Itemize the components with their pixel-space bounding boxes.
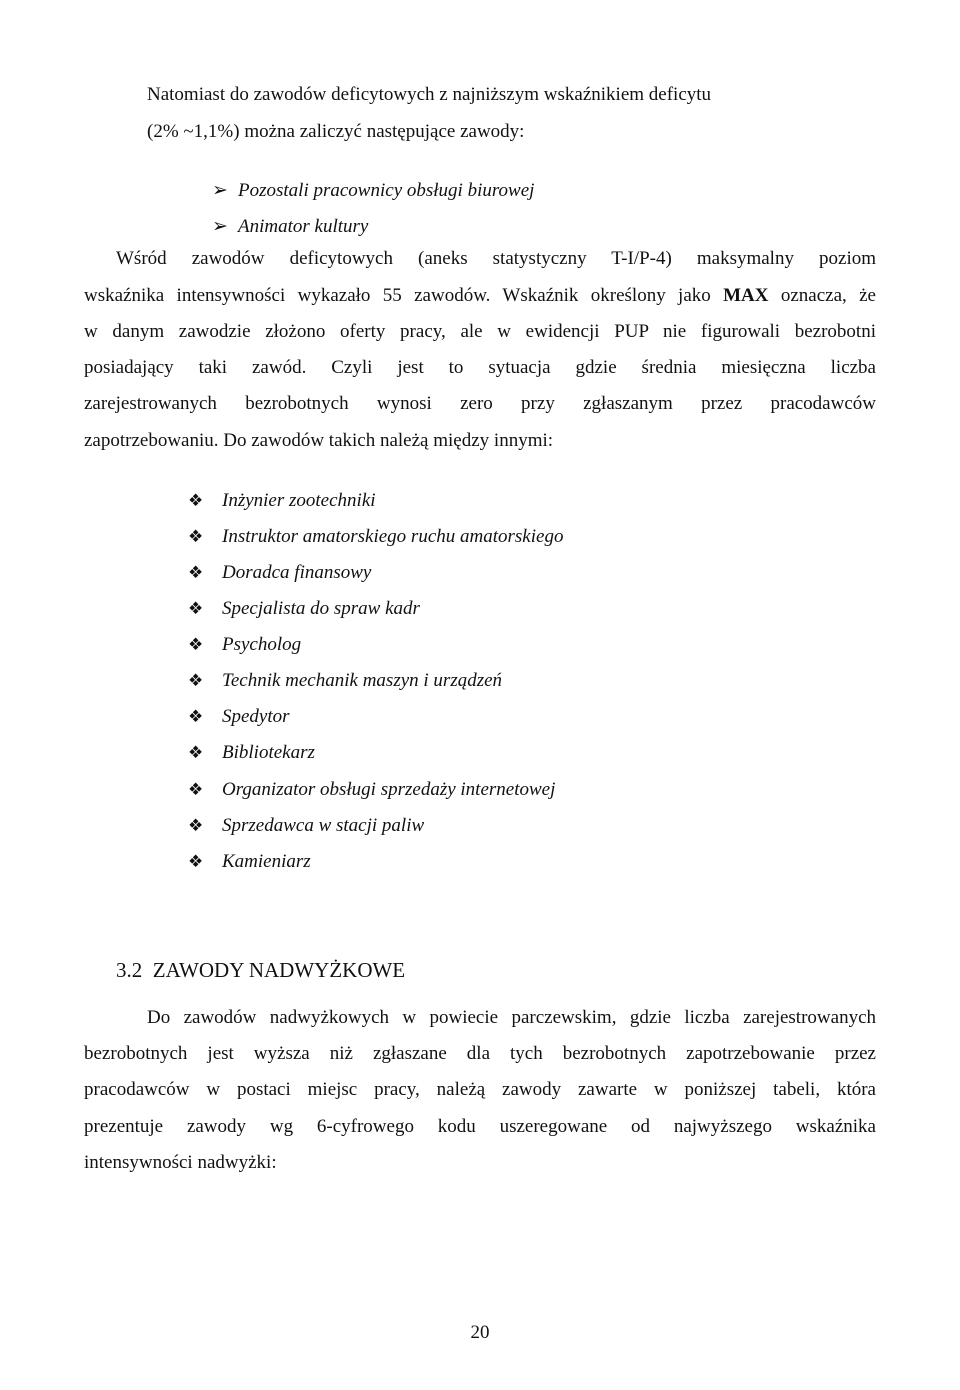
diamond-bullet-icon: ❖ — [188, 671, 204, 690]
diamond-bullet-icon: ❖ — [188, 852, 204, 871]
diamond-bullet-icon: ❖ — [188, 599, 204, 618]
arrow-list-item: ➢ Animator kultury — [212, 216, 369, 237]
paragraph1-line-2: wskaźnika intensywności wykazało 55 zawodów. Wskaźnik określony jako MAX oznacza, że — [84, 285, 876, 306]
diamond-list-item: ❖ Spedytor — [188, 706, 290, 727]
paragraph2-line-2: bezrobotnych jest wyższa niż zgłaszane dla tych bezrobotnych zapotrzebowanie przez — [84, 1043, 876, 1064]
arrow-bullet-icon: ➢ — [212, 216, 228, 237]
paragraph1-line-6: zapotrzebowaniu. Do zawodów takich należą między innymi: — [84, 430, 554, 451]
paragraph1-line-3: w danym zawodzie złożono oferty pracy, ale w ewidencji PUP nie figurowali bezrobotni — [84, 321, 876, 342]
diamond-list-item: ❖ Psycholog — [188, 634, 302, 655]
diamond-bullet-icon: ❖ — [188, 780, 204, 799]
arrow-bullet-icon: ➢ — [212, 180, 228, 201]
diamond-bullet-icon: ❖ — [188, 707, 204, 726]
paragraph2-line-4: prezentuje zawody wg 6-cyfrowego kodu uszeregowane od najwyższego wskaźnika — [84, 1116, 876, 1137]
diamond-bullet-icon: ❖ — [188, 527, 204, 546]
diamond-list-item: ❖ Kamieniarz — [188, 851, 311, 872]
diamond-bullet-icon: ❖ — [188, 635, 204, 654]
diamond-list-item: ❖ Sprzedawca w stacji paliw — [188, 815, 425, 836]
paragraph1-line-4: posiadający taki zawód. Czyli jest to sytuacja gdzie średnia miesięczna liczba — [84, 357, 876, 378]
diamond-list-item: ❖ Organizator obsługi sprzedaży internetowej — [188, 779, 556, 800]
intro-line-1: Natomiast do zawodów deficytowych z najniższym wskaźnikiem deficytu — [147, 84, 712, 105]
diamond-bullet-icon: ❖ — [188, 491, 204, 510]
diamond-list-item: ❖ Specjalista do spraw kadr — [188, 598, 420, 619]
page-number: 20 — [470, 1322, 490, 1343]
paragraph2-line-5: intensywności nadwyżki: — [84, 1152, 277, 1173]
intro-line-2: (2% ~1,1%) można zaliczyć następujące zawody: — [147, 121, 525, 142]
arrow-list-item: ➢ Pozostali pracownicy obsługi biurowej — [212, 180, 535, 201]
diamond-list-item: ❖ Inżynier zootechniki — [188, 490, 376, 511]
diamond-list-item: ❖ Technik mechanik maszyn i urządzeń — [188, 670, 503, 691]
section-title: ZAWODY NADWYŻKOWE — [152, 958, 406, 982]
diamond-bullet-icon: ❖ — [188, 563, 204, 582]
paragraph1-line-5: zarejestrowanych bezrobotnych wynosi zero przy zgłaszanym przez pracodawców — [84, 393, 876, 414]
paragraph2-line-1: Do zawodów nadwyżkowych w powiecie parczewskim, gdzie liczba zarejestrowanych — [147, 1007, 876, 1028]
paragraph1-line-1: Wśród zawodów deficytowych (aneks statystyczny T-I/P-4) maksymalny poziom — [116, 248, 876, 269]
diamond-bullet-icon: ❖ — [188, 816, 204, 835]
diamond-list-item: ❖ Bibliotekarz — [188, 742, 315, 763]
diamond-bullet-icon: ❖ — [188, 743, 204, 762]
diamond-list-item: ❖ Doradca finansowy — [188, 562, 372, 583]
section-heading — [116, 958, 405, 983]
diamond-list-item: ❖ Instruktor amatorskiego ruchu amatorskiego — [188, 526, 564, 547]
paragraph2-line-3: pracodawców w postaci miejsc pracy, należą zawody zawarte w poniższej tabeli, która — [84, 1079, 876, 1100]
section-number: 3.2 — [116, 958, 143, 982]
